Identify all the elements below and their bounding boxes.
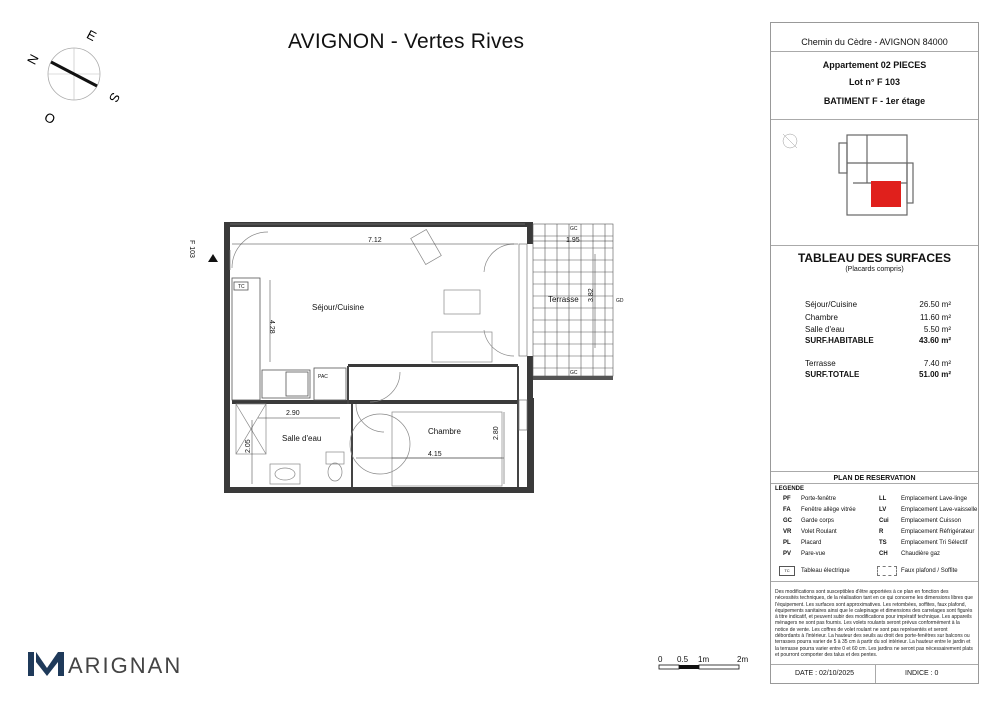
disclaimer-text: Des modifications sont susceptibles d'être apportées à ce plan en fonction des nécessités techniques, de la réalisation tant en ce qui concerne les dimensions libres que l'équipement. Les surfaces sont approximatives. Les retombées, soffites, faux plafond, équipements sanitaires ainsi que le calepinage et dimensions des carrelages sont figurés à titre indicatif, et peuvent subir des modifications pour impératif technique. Les appareils ménagers ne sont pas fournis. Les volets roulants seront prévus conformément à la notice de vente. Les coffres de volet roulant ne sont pas représentés et seront débordants à l'intérieur. La hauteur des seuils au droit des porte-fenêtres sur balcons ou terrasses pourra varier de 5 à 35 cm à partir du sol intérieur. La hauteur entre le jardin et la terrasse pourra varier entre 0 et 60 cm. Les jardins ne seront pas nécessairement plats et pourront comporter des talus et des pentes. [775,589,973,658]
entry-arrow-icon [208,254,218,262]
legend-key: PF [783,496,791,502]
marignan-logo-icon [28,650,66,678]
page-title: AVIGNON - Vertes Rives [288,30,525,53]
legend-key: FA [783,507,791,513]
pac-code: PAC [318,374,328,380]
legend-key: GC [783,518,792,524]
legend-key: PL [783,540,791,546]
surface-row-totale: SURF.TOTALE 51.00 m² [805,370,951,379]
dim-7-12: 7.12 [368,237,382,244]
scale-bar [656,664,756,676]
legend-key: TS [879,540,887,546]
tc-code: TC [238,284,245,290]
legend-value: Volet Roulant [801,529,837,535]
dim-3-82: 3.82 [588,288,595,302]
surfaces-subtitle: (Placards compris) [845,266,904,273]
scale-0: 0 [658,655,663,664]
room-salle-eau-label: Salle d'eau [282,434,322,443]
address: Chemin du Cèdre - AVIGNON 84000 [801,37,948,47]
legend-heading: LEGENDE [775,486,805,492]
surface-row-terrasse: Terrasse 7.40 m² [805,359,951,368]
scale-1m: 1m [698,655,710,664]
surface-row-salle-eau: Salle d'eau 5.50 m² [805,325,951,334]
legend-key: R [879,529,884,535]
info-panel [770,22,979,684]
room-sejour-label: Séjour/Cuisine [312,303,365,312]
compass-o: O [41,109,58,128]
dim-2-90: 2.90 [286,410,300,417]
faux-plafond-label: Faux plafond / Soffite [901,568,958,574]
surface-row-chambre: Chambre 11.60 m² [805,313,951,322]
legend-value: Emplacement Lave-vaisselle [901,507,978,513]
legend-key: Cui [879,518,889,524]
legend-key: LV [879,507,887,513]
scale-05: 0.5 [677,655,689,664]
compass-e: E [84,26,99,45]
legend-title: PLAN DE RESERVATION [833,475,916,482]
key-plan [775,123,975,243]
legend-value: Chaudière gaz [901,551,941,557]
legend-value: Garde corps [801,518,835,524]
legend-value: Emplacement Cuisson [901,518,962,524]
footer-index: INDICE : 0 [905,670,939,677]
dim-2-05: 2.05 [245,439,252,453]
legend-value: Emplacement Tri Sélectif [901,540,968,546]
lot-marker: F 103 [188,240,195,258]
room-chambre-label: Chambre [428,427,461,436]
dim-4-28: 4.28 [268,320,275,334]
scale-2m: 2m [737,655,749,664]
legend-value: Emplacement Lave-linge [901,496,968,502]
gc-code-2: GC [570,370,578,376]
surface-row-sejour: Séjour/Cuisine 26.50 m² [805,300,951,309]
dim-4-15: 4.15 [428,451,442,458]
compass-s: S [105,90,124,105]
gd-code: GD [616,298,624,304]
legend-value: Porte-fenêtre [801,496,837,502]
legend-value: Emplacement Réfrigérateur [901,529,975,535]
lot-number: Lot n° F 103 [848,77,901,87]
legend-value: Fenêtre allège vitrée [801,507,856,513]
legend-value: Pare-vue [801,551,826,557]
footer-divider [875,664,876,683]
dim-1-95: 1.95 [566,237,580,244]
tc-legend-label: Tableau électrique [801,568,850,574]
surface-row-habitable: SURF.HABITABLE 43.60 m² [805,336,951,345]
legend-value: Placard [801,540,822,546]
apartment-type: Appartement 02 PIECES [822,60,927,70]
building-floor: BATIMENT F - 1er étage [823,96,926,106]
gc-code-1: GC [570,226,578,232]
footer-date: DATE : 02/10/2025 [795,670,855,677]
dim-2-80: 2.80 [493,426,500,440]
legend-key: LL [879,496,887,502]
tc-legend-icon: TC [779,566,795,576]
room-terrasse-label: Terrasse [548,295,579,304]
legend-key: VR [783,529,792,535]
legend-key: PV [783,551,792,557]
legend-key: CH [879,551,888,557]
compass-n: N [23,51,42,68]
lot-highlight [871,181,901,207]
brand-name: ARIGNAN [68,653,183,678]
faux-plafond-icon [877,566,897,576]
surfaces-title: TABLEAU DES SURFACES [797,251,952,265]
